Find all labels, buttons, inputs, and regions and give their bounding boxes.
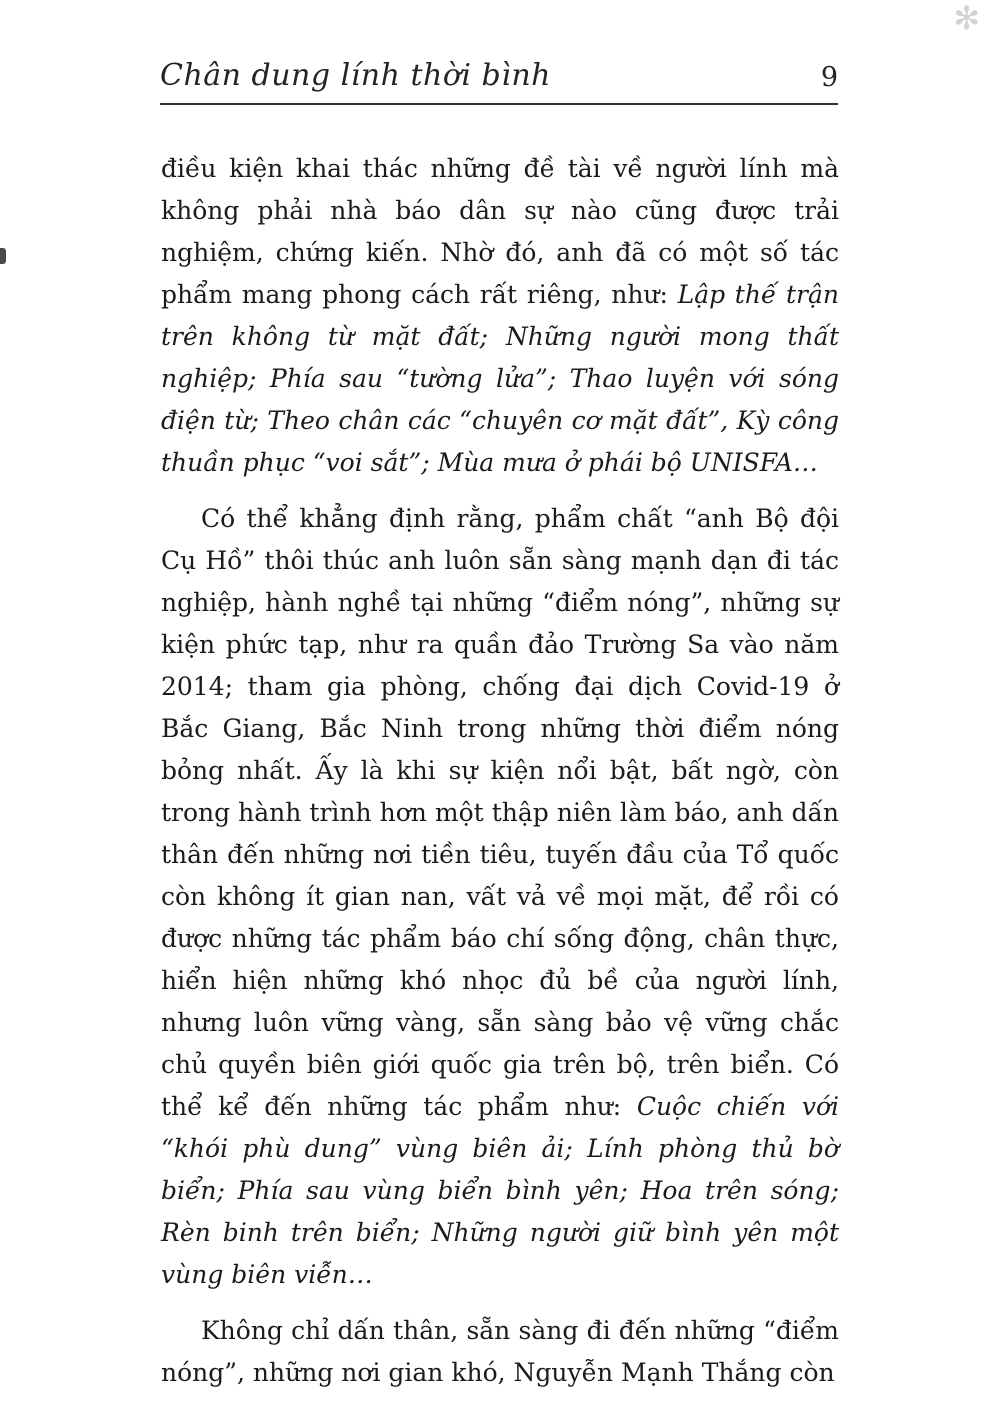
paragraph-3 xyxy=(161,1310,839,1394)
paragraph-1-work-titles: Lập thế trận trên không từ mặt đất; Những người mong thất nghiệp; Phía sau “tường lửa”; Thao luyện với sóng điện từ; Theo chân các “chuyên cơ mặt đất”, Kỳ công thuần phục “voi sắt”; Mùa mưa ở phái bộ UNISFA… xyxy=(161,280,840,477)
flower-icon: ✻ xyxy=(953,0,980,37)
paragraph-1 xyxy=(161,148,839,484)
paragraph-3-text: Không chỉ dấn thân, sẵn sàng đi đến những “điểm nóng”, những nơi gian khó, Nguyễn Mạnh Thắng còn xyxy=(161,1316,839,1387)
page-header xyxy=(160,58,838,105)
paragraph-2 xyxy=(161,498,839,1296)
paragraph-2-work-titles: Cuộc chiến với “khói phù dung” vùng biên ải; Lính phòng thủ bờ biển; Phía sau vùng biển bình yên; Hoa trên sóng; Rèn binh trên biển; Những người giữ bình yên một vùng biên viễn… xyxy=(161,1092,839,1289)
running-title: Chân dung lính thời bình xyxy=(160,58,551,93)
page-number: 9 xyxy=(820,62,838,93)
page-edge-mark xyxy=(0,248,6,264)
paragraph-2-text: Có thể khẳng định rằng, phẩm chất “anh Bộ đội Cụ Hồ” thôi thúc anh luôn sẵn sàng mạnh dạn đi tác nghiệp, hành nghề tại những “điểm nóng”, những sự kiện phức tạp, như ra quần đảo Trường Sa vào năm 2014; tham gia phòng, chống đại dịch Covid-19 ở Bắc Giang, Bắc Ninh trong những thời điểm nóng bỏng nhất. Ấy là khi sự kiện nổi bật, bất ngờ, còn trong hành trình hơn một thập niên làm báo, anh dấn thân đến những nơi tiền tiêu, tuyến đầu của Tổ quốc còn không ít gian nan, vất vả về mọi mặt, để rồi có được những tác phẩm báo chí sống động, chân thực, hiển hiện những khó nhọc đủ bề của người lính, nhưng luôn vững vàng, sẵn sàng bảo vệ vững chắc chủ quyền biên giới quốc gia trên bộ, trên biển. Có thể kể đến những tác phẩm như: xyxy=(161,504,839,1121)
page-body xyxy=(161,148,839,1394)
paragraph-1-text: điều kiện khai thác những đề tài về người lính mà không phải nhà báo dân sự nào cũng được trải nghiệm, chứng kiến. Nhờ đó, anh đã có một số tác phẩm mang phong cách rất riêng, như: xyxy=(161,154,839,309)
